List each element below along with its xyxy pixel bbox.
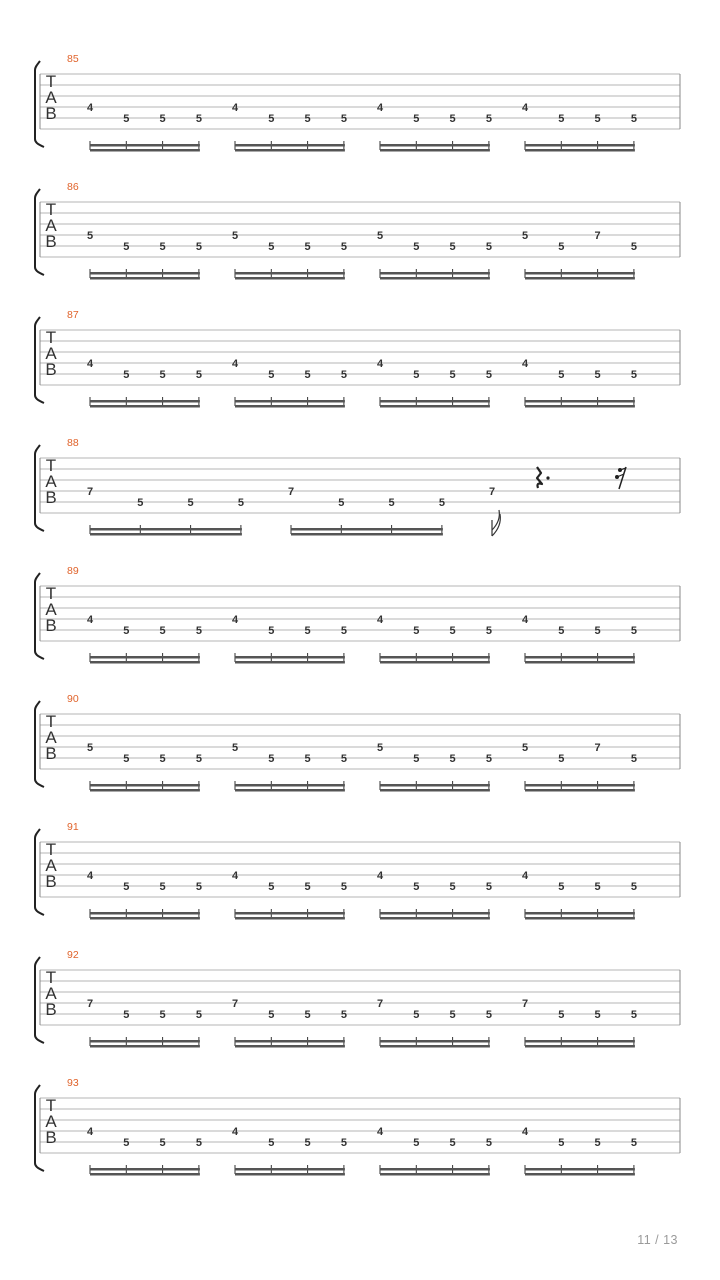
- beam-secondary: [235, 912, 345, 915]
- fret-number: 5: [340, 369, 347, 381]
- beam-group: [87, 870, 202, 920]
- beam-group: [522, 1126, 637, 1176]
- fret-number: 5: [485, 625, 492, 637]
- beam-group: [232, 870, 347, 920]
- fret-number: 5: [485, 753, 492, 765]
- fret-number: 5: [123, 881, 130, 893]
- fret-number: 5: [304, 1009, 311, 1021]
- beam-group: [87, 486, 244, 536]
- fret-number: 4: [376, 358, 384, 370]
- beam-secondary: [90, 912, 200, 915]
- beam-secondary: [380, 1168, 490, 1171]
- tab-clef-letter: T: [45, 456, 57, 475]
- beam-primary: [525, 405, 635, 408]
- tab-clef-letter: B: [45, 872, 57, 891]
- beam-secondary: [525, 1168, 635, 1171]
- beam-secondary: [90, 400, 200, 403]
- tab-system: [35, 309, 680, 408]
- fret-number: 5: [231, 742, 239, 754]
- fret-number: 5: [340, 1009, 347, 1021]
- fret-number: 5: [449, 241, 456, 253]
- beam-group: [377, 742, 492, 792]
- fret-number: 5: [558, 753, 565, 765]
- tab-clef-letter: B: [45, 488, 57, 507]
- fret-number: 5: [304, 1137, 311, 1149]
- fret-number: 5: [594, 625, 601, 637]
- fret-number: 5: [376, 742, 384, 754]
- fret-number: 5: [630, 1137, 637, 1149]
- beam-group: [522, 102, 637, 152]
- fret-number: 5: [485, 113, 492, 125]
- beam-group: [87, 614, 202, 664]
- fret-number: 5: [340, 881, 347, 893]
- fret-number: 5: [630, 1009, 637, 1021]
- fret-number: 5: [449, 881, 456, 893]
- fret-number: 4: [231, 358, 239, 370]
- fret-number: 4: [521, 102, 529, 114]
- beam-group: [232, 102, 347, 152]
- beam-secondary: [235, 400, 345, 403]
- fret-number: 5: [268, 1009, 275, 1021]
- fret-number: 5: [485, 881, 492, 893]
- fret-number: 4: [376, 614, 384, 626]
- tab-system: [35, 1077, 680, 1176]
- beam-primary: [525, 1045, 635, 1048]
- beam-group: [377, 1126, 492, 1176]
- fret-number: 5: [137, 497, 144, 509]
- measure-number: 89: [67, 565, 79, 577]
- fret-number: 4: [231, 102, 239, 114]
- beam-primary: [380, 789, 490, 792]
- fret-number: 5: [86, 230, 94, 242]
- beam-group: [87, 1126, 202, 1176]
- beam-group: [522, 742, 637, 792]
- fret-number: 5: [268, 753, 275, 765]
- fret-number: 5: [340, 113, 347, 125]
- fret-number: 5: [304, 241, 311, 253]
- fret-number: 7: [594, 230, 601, 242]
- fret-number: 5: [304, 113, 311, 125]
- tab-clef-letter: B: [45, 232, 57, 251]
- beam-secondary: [90, 656, 200, 659]
- fret-number: 5: [340, 753, 347, 765]
- beam-group: [232, 742, 347, 792]
- fret-number: 5: [630, 241, 637, 253]
- fret-number: 4: [231, 870, 239, 882]
- beam-group: [522, 614, 637, 664]
- fret-number: 5: [123, 113, 130, 125]
- beam-secondary: [525, 784, 635, 787]
- beam-primary: [235, 149, 345, 152]
- beam-secondary: [90, 1168, 200, 1171]
- fret-number: 5: [413, 1137, 420, 1149]
- beam-secondary: [90, 528, 242, 531]
- beam-primary: [90, 533, 242, 536]
- beam-primary: [525, 277, 635, 280]
- tab-clef-letter: A: [45, 984, 57, 1003]
- page-number: 11 / 13: [637, 1233, 678, 1247]
- fret-number: 5: [195, 753, 202, 765]
- fret-number: 5: [558, 625, 565, 637]
- beam-group: [522, 998, 637, 1048]
- fret-number: 5: [159, 1009, 166, 1021]
- fret-number: 7: [521, 998, 529, 1010]
- beam-secondary: [380, 1040, 490, 1043]
- beam-group: [87, 230, 202, 280]
- fret-number: 5: [521, 742, 529, 754]
- beam-primary: [90, 405, 200, 408]
- beam-secondary: [90, 144, 200, 147]
- beam-secondary: [380, 144, 490, 147]
- fret-number: 5: [413, 625, 420, 637]
- beam-group: [87, 998, 202, 1048]
- tab-system: [35, 181, 680, 280]
- fret-number: 5: [630, 881, 637, 893]
- fret-number: 5: [159, 113, 166, 125]
- beam-group: [232, 358, 347, 408]
- fret-number: 5: [449, 1137, 456, 1149]
- tab-system: [35, 693, 680, 792]
- tab-clef-letter: A: [45, 88, 57, 107]
- fret-number: 5: [231, 230, 239, 242]
- fret-number: 4: [231, 1126, 239, 1138]
- beam-group: [377, 102, 492, 152]
- beam-group: [522, 230, 637, 280]
- measure-number: 87: [67, 309, 79, 321]
- beam-primary: [235, 405, 345, 408]
- fret-number: 5: [413, 881, 420, 893]
- fret-number: 5: [558, 241, 565, 253]
- fret-number: 5: [237, 497, 244, 509]
- beam-secondary: [525, 656, 635, 659]
- fret-number: 5: [438, 497, 445, 509]
- tab-clef-letter: T: [45, 1096, 57, 1115]
- beam-secondary: [380, 784, 490, 787]
- fret-number: 5: [159, 625, 166, 637]
- fret-number: 5: [159, 881, 166, 893]
- fret-number: 5: [187, 497, 194, 509]
- fret-number: 5: [340, 241, 347, 253]
- beam-primary: [525, 1173, 635, 1176]
- fret-number: 5: [485, 1009, 492, 1021]
- tab-system: [35, 565, 680, 664]
- fret-number: 5: [594, 113, 601, 125]
- beam-primary: [380, 1173, 490, 1176]
- dotted-quarter-rest: [537, 467, 542, 488]
- beam-group: [87, 102, 202, 152]
- fret-number: 4: [86, 1126, 94, 1138]
- fret-number: 5: [304, 625, 311, 637]
- beam-primary: [380, 149, 490, 152]
- beam-group: [87, 742, 202, 792]
- beam-primary: [380, 277, 490, 280]
- measure-number: 88: [67, 437, 79, 449]
- tab-system: [35, 437, 680, 536]
- fret-number: 7: [376, 998, 384, 1010]
- fret-number: 5: [630, 625, 637, 637]
- fret-number: 5: [123, 1009, 130, 1021]
- beam-primary: [525, 149, 635, 152]
- fret-number: 5: [376, 230, 384, 242]
- beam-primary: [525, 917, 635, 920]
- beam-primary: [90, 661, 200, 664]
- measure-number: 90: [67, 693, 79, 705]
- fret-number: 5: [413, 753, 420, 765]
- beam-group: [87, 358, 202, 408]
- fret-number: 5: [449, 625, 456, 637]
- beam-group: [377, 998, 492, 1048]
- tab-clef-letter: A: [45, 1112, 57, 1131]
- beam-secondary: [90, 272, 200, 275]
- fret-number: 5: [594, 881, 601, 893]
- fret-number: 5: [413, 241, 420, 253]
- beam-group: [522, 870, 637, 920]
- tab-clef-letter: A: [45, 600, 57, 619]
- fret-number: 5: [413, 369, 420, 381]
- fret-number: 4: [521, 870, 529, 882]
- tab-clef-letter: B: [45, 360, 57, 379]
- tab-clef-letter: B: [45, 104, 57, 123]
- beam-secondary: [380, 272, 490, 275]
- beam-primary: [380, 405, 490, 408]
- beam-group: [377, 870, 492, 920]
- fret-number: 5: [630, 369, 637, 381]
- fret-number: 5: [268, 1137, 275, 1149]
- beam-primary: [380, 917, 490, 920]
- beam-secondary: [525, 272, 635, 275]
- tab-system: [35, 53, 680, 152]
- fret-number: 5: [159, 241, 166, 253]
- fret-number: 5: [123, 1137, 130, 1149]
- fret-number: 5: [630, 753, 637, 765]
- beam-secondary: [235, 1040, 345, 1043]
- beam-secondary: [525, 400, 635, 403]
- fret-number: 5: [449, 753, 456, 765]
- fret-number: 5: [123, 753, 130, 765]
- measure-number: 93: [67, 1077, 79, 1089]
- fret-number: 5: [268, 241, 275, 253]
- fret-number: 4: [376, 1126, 384, 1138]
- tab-clef-letter: A: [45, 344, 57, 363]
- beam-secondary: [235, 784, 345, 787]
- beam-group: [377, 358, 492, 408]
- fret-number: 5: [338, 497, 345, 509]
- beam-secondary: [291, 528, 443, 531]
- measure-number: 92: [67, 949, 79, 961]
- fret-number: 5: [413, 1009, 420, 1021]
- fret-number: 5: [268, 369, 275, 381]
- tab-system: [35, 821, 680, 920]
- tab-clef-letter: A: [45, 472, 57, 491]
- fret-number: 5: [159, 369, 166, 381]
- beam-group: [232, 1126, 347, 1176]
- fret-number: 5: [485, 241, 492, 253]
- fret-number: 4: [86, 870, 94, 882]
- beam-primary: [525, 789, 635, 792]
- fret-number: 4: [521, 358, 529, 370]
- beam-group: [377, 230, 492, 280]
- fret-number: 5: [86, 742, 94, 754]
- beam-primary: [90, 277, 200, 280]
- fret-number: 5: [123, 369, 130, 381]
- beam-secondary: [380, 400, 490, 403]
- beam-primary: [90, 789, 200, 792]
- tab-clef-letter: A: [45, 216, 57, 235]
- rest-dot: [546, 476, 549, 479]
- beam-primary: [291, 533, 443, 536]
- beam-secondary: [525, 912, 635, 915]
- fret-number: 7: [86, 486, 94, 498]
- beam-primary: [235, 277, 345, 280]
- beam-primary: [235, 917, 345, 920]
- beam-secondary: [380, 656, 490, 659]
- fret-number: 5: [413, 113, 420, 125]
- tab-clef-letter: T: [45, 584, 57, 603]
- fret-number: 5: [558, 369, 565, 381]
- beam-primary: [235, 1173, 345, 1176]
- fret-number: 7: [287, 486, 295, 498]
- fret-number: 5: [558, 1009, 565, 1021]
- beam-secondary: [235, 1168, 345, 1171]
- fret-number: 5: [521, 230, 529, 242]
- fret-number: 7: [488, 486, 496, 498]
- fret-number: 5: [123, 241, 130, 253]
- fret-number: 5: [195, 881, 202, 893]
- fret-number: 5: [195, 1009, 202, 1021]
- fret-number: 5: [195, 1137, 202, 1149]
- fret-number: 5: [449, 113, 456, 125]
- beam-primary: [380, 661, 490, 664]
- tab-clef-letter: B: [45, 1128, 57, 1147]
- beam-primary: [90, 1173, 200, 1176]
- fret-number: 5: [594, 1137, 601, 1149]
- fret-number: 5: [485, 369, 492, 381]
- fret-number: 4: [521, 1126, 529, 1138]
- fret-number: 5: [304, 369, 311, 381]
- fret-number: 5: [268, 113, 275, 125]
- fret-number: 5: [630, 113, 637, 125]
- tab-clef-letter: B: [45, 1000, 57, 1019]
- fret-number: 7: [86, 998, 94, 1010]
- fret-number: 5: [449, 1009, 456, 1021]
- fret-number: 5: [449, 369, 456, 381]
- beam-secondary: [235, 656, 345, 659]
- fret-number: 5: [268, 625, 275, 637]
- beam-group: [232, 230, 347, 280]
- fret-number: 5: [304, 753, 311, 765]
- beam-primary: [90, 149, 200, 152]
- fret-number: 5: [594, 1009, 601, 1021]
- beam-group: [377, 614, 492, 664]
- measure-number: 86: [67, 181, 79, 193]
- beam-primary: [235, 1045, 345, 1048]
- fret-number: 5: [304, 881, 311, 893]
- beam-primary: [90, 1045, 200, 1048]
- fret-number: 5: [195, 113, 202, 125]
- beam-primary: [380, 1045, 490, 1048]
- fret-number: 5: [268, 881, 275, 893]
- fret-number: 5: [340, 625, 347, 637]
- tab-clef-letter: A: [45, 856, 57, 875]
- fret-number: 4: [376, 870, 384, 882]
- fret-number: 4: [86, 614, 94, 626]
- beam-secondary: [525, 1040, 635, 1043]
- tab-clef-letter: T: [45, 200, 57, 219]
- measure-number: 91: [67, 821, 79, 833]
- fret-number: 5: [159, 1137, 166, 1149]
- tab-clef-letter: B: [45, 744, 57, 763]
- fret-number: 5: [594, 369, 601, 381]
- fret-number: 4: [231, 614, 239, 626]
- beam-group: [288, 486, 445, 536]
- beam-primary: [235, 661, 345, 664]
- fret-number: 5: [485, 1137, 492, 1149]
- fret-number: 4: [86, 102, 94, 114]
- tab-clef-letter: T: [45, 72, 57, 91]
- fret-number: 5: [340, 1137, 347, 1149]
- beam-primary: [525, 661, 635, 664]
- fret-number: 5: [388, 497, 395, 509]
- tab-clef-letter: B: [45, 616, 57, 635]
- beam-secondary: [235, 144, 345, 147]
- beam-group: [232, 614, 347, 664]
- measure-number: 85: [67, 53, 79, 65]
- fret-number: 7: [594, 742, 601, 754]
- beam-group: [232, 998, 347, 1048]
- fret-number: 5: [195, 241, 202, 253]
- tab-clef-letter: T: [45, 840, 57, 859]
- fret-number: 4: [86, 358, 94, 370]
- fret-number: 5: [123, 625, 130, 637]
- beam-secondary: [90, 1040, 200, 1043]
- beam-primary: [235, 789, 345, 792]
- beam-secondary: [90, 784, 200, 787]
- beam-group: [522, 358, 637, 408]
- fret-number: 5: [195, 369, 202, 381]
- tab-clef-letter: A: [45, 728, 57, 747]
- tab-clef-letter: T: [45, 328, 57, 347]
- tab-clef-letter: T: [45, 968, 57, 987]
- fret-number: 7: [231, 998, 239, 1010]
- fret-number: 5: [558, 1137, 565, 1149]
- tab-system: [35, 949, 680, 1048]
- fret-number: 4: [376, 102, 384, 114]
- fret-number: 5: [558, 881, 565, 893]
- beam-secondary: [235, 272, 345, 275]
- beam-secondary: [525, 144, 635, 147]
- fret-number: 5: [195, 625, 202, 637]
- tab-clef-letter: T: [45, 712, 57, 731]
- fret-number: 5: [558, 113, 565, 125]
- fret-number: 4: [521, 614, 529, 626]
- fret-number: 5: [159, 753, 166, 765]
- beam-primary: [90, 917, 200, 920]
- beam-secondary: [380, 912, 490, 915]
